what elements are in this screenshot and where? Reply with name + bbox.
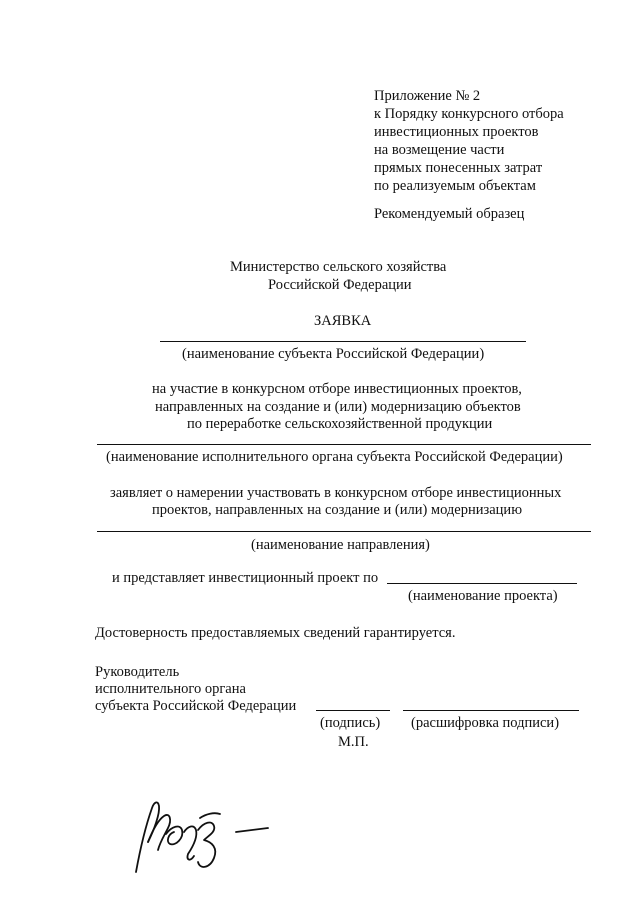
project-text: и представляет инвестиционный проект по	[112, 570, 379, 586]
organ-caption: (наименование исполнительного органа субъекта Российской Федерации)	[106, 449, 563, 465]
handwritten-signature-icon	[118, 790, 278, 880]
signature-blank-line	[316, 710, 390, 711]
project-caption: (наименование проекта)	[408, 588, 558, 604]
appendix-line: прямых понесенных затрат	[374, 160, 543, 176]
guarantee-text: Достоверность предоставляемых сведений гарантируется.	[95, 625, 456, 641]
participation-line-2: направленных на создание и (или) модернизацию объектов	[155, 399, 521, 415]
decode-caption: (расшифровка подписи)	[411, 715, 560, 731]
seal-mark: М.П.	[338, 734, 369, 750]
participation-line-1: на участие в конкурсном отборе инвестиционных проектов,	[152, 381, 522, 397]
appendix-block	[374, 87, 564, 195]
project-blank-line	[387, 583, 577, 584]
subject-blank-line	[160, 341, 526, 342]
organ-blank-line	[97, 444, 591, 445]
document-title: ЗАЯВКА	[314, 313, 372, 329]
ministry-line-2: Российской Федерации	[268, 277, 412, 293]
appendix-line: инвестиционных проектов	[374, 124, 539, 140]
declares-line-1: заявляет о намерении участвовать в конкурсном отборе инвестиционных	[110, 485, 562, 501]
direction-blank-line	[97, 531, 591, 532]
ministry-line-1: Министерство сельского хозяйства	[230, 259, 447, 275]
declares-line-2: проектов, направленных на создание и (или) модернизацию	[152, 502, 523, 518]
decode-blank-line	[403, 710, 579, 711]
signature-caption: (подпись)	[320, 715, 381, 731]
direction-caption: (наименование направления)	[251, 537, 430, 553]
signatory-line-1: Руководитель	[95, 664, 180, 680]
signatory-line-3: субъекта Российской Федерации	[95, 698, 297, 714]
sample-note: Рекомендуемый образец	[374, 206, 525, 222]
appendix-line: по реализуемым объектам	[374, 178, 536, 194]
appendix-line: к Порядку конкурсного отбора	[374, 106, 564, 122]
appendix-line: на возмещение части	[374, 142, 505, 158]
subject-caption: (наименование субъекта Российской Федерации)	[182, 346, 485, 362]
participation-line-3: по переработке сельскохозяйственной продукции	[187, 416, 493, 432]
signatory-line-2: исполнительного органа	[95, 681, 246, 697]
appendix-line: Приложение № 2	[374, 88, 481, 104]
